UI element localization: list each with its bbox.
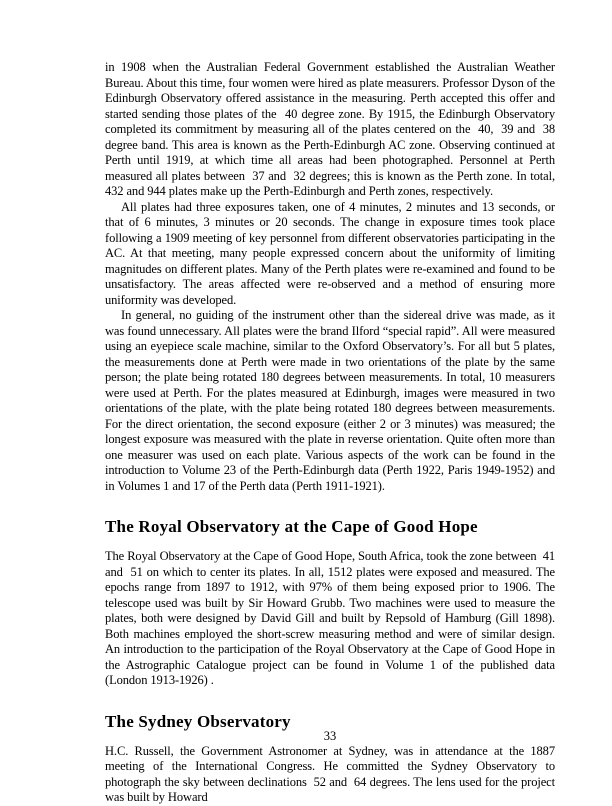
- section-heading-sydney-observatory: The Sydney Observatory: [105, 711, 291, 731]
- paragraph-perth-continuation: in 1908 when the Australian Federal Government established the Australian Weather Bureau. About this time, four women were hired as plate measurers. Professor Dyson of the Edinburgh Observatory offered assistance in the measuring. Perth accepted this offer and started sending those plates of the 40 degree zone. By 1915, the Edinburgh Observatory completed its commitment by measuring all of the plates centered on the 40, 39 and 38 degree band. This area is known as the Perth-Edinburgh AC zone. Observing continued at Perth until 1919, at which time all areas had been photographed. Personnel at Perth measured all plates between 37 and 32 degrees; this is known as the Perth zone. In total, 432 and 944 plates make up the Perth-Edinburgh and Perth zones, respectively.: [105, 60, 555, 198]
- paragraph-sydney-observatory: H.C. Russell, the Government Astronomer at Sydney, was in attendance at the 1887 meeting of the International Congress. He committed the Sydney Observatory to photograph the sky between declinations 52 and 64 degrees. The lens used for the project was built by Howard: [105, 743, 555, 804]
- document-page-text-block: [105, 60, 555, 806]
- section-heading-cape-of-good-hope: The Royal Observatory at the Cape of Good Hope: [105, 517, 478, 536]
- page-number: 33: [323, 729, 337, 743]
- paragraph-measuring-method: In general, no guiding of the instrument other than the sidereal drive was made, as it was found unnecessary. All plates were the brand Ilford “special rapid”. All were measured using an eyepiece scale machine, similar to the Oxford Observatory’s. For all but 5 plates, the measurements done at Perth were made in two orientations of the plate by the same person; the plate being rotated 180 degrees between measurements. In total, 10 measurers were used at Perth. For the plates measured at Edinburgh, images were measured in two orientations of the plate, with the plate being rotated 180 degrees between measurements. For the direct orientation, the second exposure (either 2 or 3 minutes) was measured; the longest exposure was measured with the plate in reverse orientation. Quite often more than one measurer was used on each plate. Various aspects of the work can be found in the introduction to Volume 23 of the Perth-Edinburgh data (Perth 1922, Paris 1949-1952) and in Volumes 1 and 17 of the Perth data (Perth 1911-1921).: [105, 308, 555, 493]
- paragraph-exposures: All plates had three exposures taken, one of 4 minutes, 2 minutes and 13 seconds, or that of 6 minutes, 3 minutes or 20 seconds. The change in exposure times took place following a 1909 meeting of key personnel from different observatories participating in the AC. At that meeting, many people expressed concern about the uniformity of limiting magnitudes on different plates. Many of the Perth plates were re-examined and found to be unsatisfactory. The areas affected were re-observed and a method of ensuring more uniformity was developed.: [105, 199, 555, 307]
- paragraph-cape-of-good-hope: The Royal Observatory at the Cape of Good Hope, South Africa, took the zone between 41 and 51 on which to center its plates. In all, 1512 plates were exposed and measured. The epochs range from 1897 to 1912, with 97% of them being exposed prior to 1906. The telescope used was built by Sir Howard Grubb. Two machines were used to measure the plates, both were designed by David Gill and built by Repsold of Hamburg (Gill 1898). Both machines employed the short-screw measuring method and were of similar design. An introduction to the participation of the Royal Observatory at the Cape of Good Hope in the Astrographic Catalogue project can be found in Volume 1 of the published data (London 1913-1926) .: [105, 549, 555, 687]
